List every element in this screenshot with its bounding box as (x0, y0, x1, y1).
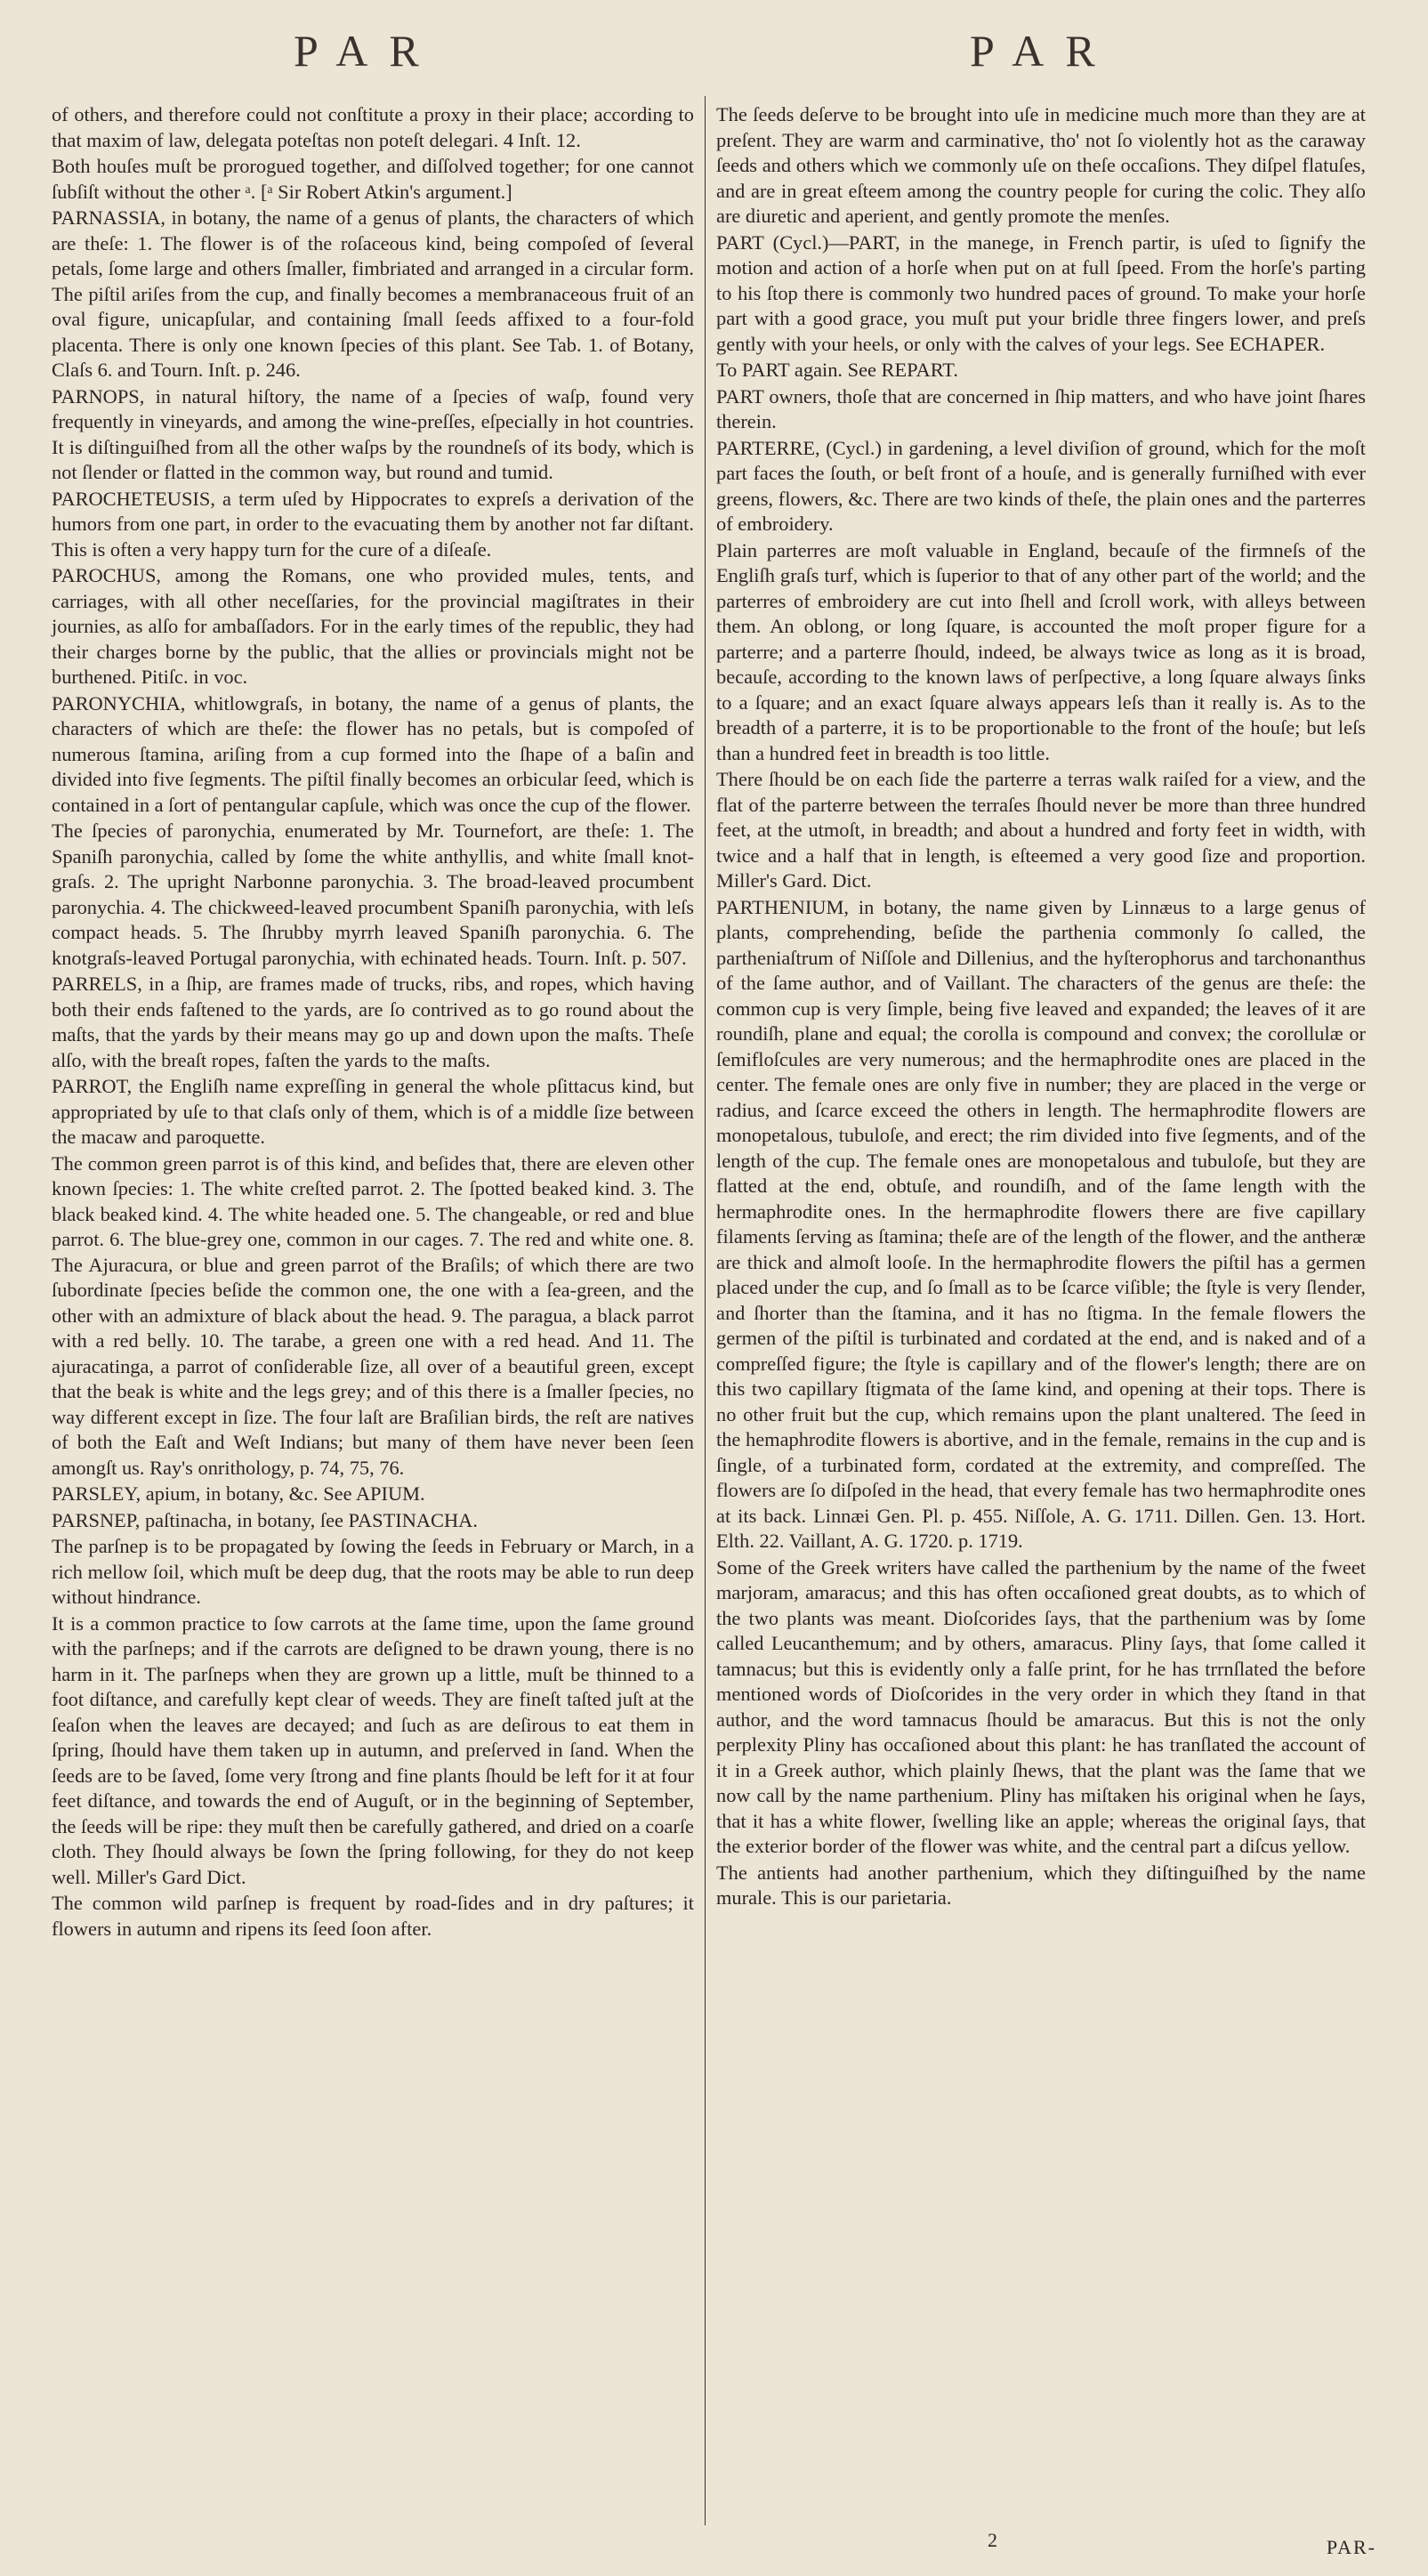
paragraph: of others, and therefore could not conſtitute a proxy in their place; according to that maxim of law, delegata poteſtas non poteſt delegari. 4 Inſt. 12. (52, 103, 694, 151)
entry-part-owners: PART owners, thoſe that are concerned in ſhip matters, and who have joint ſhares therein. (716, 384, 1366, 432)
entry-parrels: PARRELS, in a ſhip, are frames made of trucks, ribs, and ropes, which having both their ends faſtened to the yards, are ſo contrived as to go round about the maſts, that the yards by their means may go up and down upon the maſts. Theſe alſo, with the breaſt ropes, faſten the yards to the maſts. (52, 973, 694, 1071)
entry-parsnep: PARSNEP, paſtinacha, in botany, ſee PASTINACHA. (52, 1508, 478, 1531)
entry-parrot: PARROT, the Engliſh name expreſſing in general the whole pſittacus kind, but appropriated by uſe to that claſs only of them, which is of a middle ſize between the macaw and paroquette. (52, 1075, 694, 1148)
paragraph: The common wild parſnep is frequent by road-ſides and in dry paſtures; it flowers in autumn and ripens its ſeed ſoon after. (52, 1892, 694, 1940)
page-number: 2 (988, 2529, 997, 2551)
paragraph: Plain parterres are moſt valuable in England, becauſe of the firmneſs of the Engliſh graſs turf, which is ſuperior to that of any other part of the world; and the parterres of embroidery are cut into ſhell and ſcroll work, with alleys between them. An oblong, or long ſquare, is accounted the moſt proper figure for a parterre; and a parterre ſhould, indeed, be always twice as long as it is broad, becauſe, according to the known laws of perſpective, a long ſquare always ſinks to a ſquare; and an exact ſquare always appears leſs than it really is. As to the breadth of a parterre, it is to be proportionable to the front of the houſe; but leſs than a hundred feet in breadth is too little. (716, 538, 1366, 764)
paragraph: The antients had another parthenium, which they diſtinguiſhed by the name murale. This is our parietaria. (716, 1861, 1366, 1909)
right-column (716, 102, 1366, 1911)
paragraph: The ſpecies of paronychia, enumerated by Mr. Tournefort, are theſe: 1. The Spaniſh paronychia, called by ſome the white anthyllis, and white ſmall knot-graſs. 2. The upright Narbonne paronychia. 3. The broad-leaved procumbent paronychia. 4. The chickweed-leaved procumbent Spaniſh paronychia, with leſs compact heads. 5. The ſhrubby myrrh leaved Spaniſh paronychia. 6. The knotgraſs-leaved Portugal paronychia, with echinated heads. Tourn. Inſt. p. 507. (52, 820, 694, 969)
paragraph: Some of the Greek writers have called the parthenium by the name of the fweet marjoram, amaracus; and this has often occaſioned great doubts, as to which of the two plants was meant. Dioſcorides ſays, that the parthenium was by ſome called Leucanthemum; and by others, amaracus. Pliny ſays, that ſome called it tamnacus; but this is evidently only a falſe print, for he has trrnſlated the before mentioned words of Dioſcorides in the very order in which they ſtand in that author, and the word tamnacus ſhould be amaracus. But this is not the only perplexity Pliny has occaſioned about this plant: he has tranſlated the account of it in a Greek author, which plainly ſhews, that the plant was the ſame that we now call by the name parthenium. Pliny has miſtaken his original when he ſays, that it has a white flower, ſwelling like an apple; whereas the original ſays, that the exterior border of the flower was white, and the central part a diſcus yellow. (716, 1555, 1366, 1857)
entry-parterre: PARTERRE, (Cycl.) in gardening, a level diviſion of ground, which for the moſt part faces the ſouth, or beſt front of a houſe, and is generally furniſhed with ever greens, flowers, &c. There are two kinds of theſe, the plain ones and the parterres of embroidery. (716, 436, 1366, 535)
entry-parsley: PARSLEY, apium, in botany, &c. See APIUM. (52, 1482, 425, 1505)
entry-to-part-again: To PART again. See REPART. (716, 359, 958, 381)
catchword: PAR- (1326, 2536, 1376, 2558)
paragraph: There ſhould be on each ſide the parterre a terras walk raiſed for a view, and the flat of the parterre between the terraſes ſhould never be more than three hundred feet, at the utmoſt, in breadth; and about a hundred and forty feet in width, with twice and a half that in length, is eſteemed a very good ſize and proportion. Miller's Gard. Dict. (716, 768, 1366, 892)
paragraph: It is a common practice to ſow carrots at the ſame time, upon the ſame ground with the parſneps; and if the carrots are deſigned to be drawn young, there is no harm in it. The parſneps when they are grown up a little, muſt be thinned to a foot diſtance, and carefully kept clear of weeds. They are fineſt taſted juſt at the ſeaſon when the leaves are decayed; and ſuch as are deſirous to eat them in ſpring, ſhould have them taken up in autumn, and preſerved in ſand. When the ſeeds are to be ſaved, ſome very ſtrong and fine plants ſhould be left for it at four feet diſtance, and towards the end of Auguſt, or in the beginning of September, the ſeeds will be ripe: they muſt then be carefully gathered, and dried on a coarſe cloth. They ſhould always be ſown the ſpring following, for they do not keep well. Miller's Gard Dict. (52, 1611, 694, 1888)
paragraph: The ſeeds deſerve to be brought into uſe in medicine much more than they are at preſent. They are warm and carminative, tho' not ſo violently hot as the caraway ſeeds and others which we commonly uſe on theſe occaſions. They diſpel flatuſes, and are in great eſteem among the country people for curing the colic. They alſo are diuretic and aperient, and gently promote the menſes. (716, 103, 1366, 227)
paragraph: The common green parrot is of this kind, and beſides that, there are eleven other known ſpecies: 1. The white creſted parrot. 2. The ſpotted beaked kind. 3. The black beaked kind. 4. The white headed one. 5. The changeable, or red and blue parrot. 6. The blue-grey one, common in our cages. 7. The red and white one. 8. The Ajuracura, or blue and green parrot of the Braſils; of which there are two ſubordinate ſpecies beſide the common one, the one with a ſea-green, and the other with an admixture of black about the head. 9. The paragua, a black parrot with a red belly. 10. The tarabe, a green one with a red head. And 11. The ajuracatinga, a parrot of conſiderable ſize, all over of a beautiful green, except that the beak is white and the legs grey; and of this there is a ſmaller ſpecies, no way different except in ſize. The four laſt are Braſilian birds, the reſt are natives of both the Eaſt and Weſt Indians; but many of them have never been ſeen amongſt us. Ray's onrithology, p. 74, 75, 76. (52, 1151, 694, 1479)
entry-parocheteusis: PAROCHETEUSIS, a term uſed by Hippocrates to expreſs a derivation of the humors from one part, in order to the evacuating them by another not far diſtant. This is often a very happy turn for the cure of a diſeaſe. (52, 487, 694, 561)
left-column (52, 102, 694, 1942)
running-head-right: PAR (970, 26, 1117, 76)
entry-parnops: PARNOPS, in natural hiſtory, the name of a ſpecies of waſp, found very frequently in vineyards, and among the wine-preſſes, eſpecially in hot countries. It is diſtinguiſhed from all the other waſps by the roundneſs of its body, which is not ſlender or flatted in the common way, but round and tumid. (52, 384, 694, 483)
entry-parochus: PAROCHUS, among the Romans, one who provided mules, tents, and carriages, with all other neceſſaries, for the provincial magiſtrates in their journies, as alſo for ambaſſadors. For in the early times of the republic, they had their charges borne by the public, that the allies or provincials might not be burthened. Pitiſc. in voc. (52, 564, 694, 688)
running-head-left: PAR (294, 26, 440, 76)
entry-paronychia: PARONYCHIA, whitlowgraſs, in botany, the name of a genus of plants, the characters of which are theſe: the flower has no petals, but is compoſed of numerous ſtamina, ariſing from a cup formed into the ſhape of a baſin and divided into five ſegments. The piſtil finally becomes an orbicular ſeed, which is contained in a ſort of pentangular capſule, which was once the cup of the flower. (52, 691, 694, 816)
paragraph: Both houſes muſt be prorogued together, and diſſolved together; for one cannot ſubſiſt without the other ᵃ. [ᵃ Sir Robert Atkin's argument.] (52, 155, 694, 203)
entry-parnassia: PARNASSIA, in botany, the name of a genus of plants, the characters of which are theſe: 1. The flower is of the roſaceous kind, being compoſed of ſeveral petals, ſome large and others ſmaller, fimbriated and arranged in a circular form. The piſtil ariſes from the cup, and finally becomes a membranaceous fruit of an oval figure, unicapſular, and containing ſmall ſeeds affixed to a four-fold placenta. There is only one known ſpecies of this plant. See Tab. 1. of Botany, Claſs 6. and Tourn. Inſt. p. 246. (52, 206, 694, 381)
column-rule (705, 96, 706, 2525)
paragraph: The parſnep is to be propagated by ſowing the ſeeds in February or March, in a rich mellow ſoil, which muſt be deep dug, that the roots may be able to run deep without hindrance. (52, 1535, 694, 1608)
entry-parthenium: PARTHENIUM, in botany, the name given by Linnæus to a large genus of plants, comprehending, beſide the parthenia commonly ſo called, the partheniaſtrum of Niſſole and Dillenius, and the hyſterophorus and tarchonanthus of the ſame author, and of Vaillant. The characters of the genus are theſe: the common cup is very ſimple, being five leaved and expanded; the leaves of it are roundiſh, plane and equal; the corolla is compound and convex; the corollulæ or ſemifloſcules are very numerous; and the hermaphrodite ones are placed in the center. The female ones are only five in number; they are placed in the verge or radius, and ſcarce exceed the others in length. The hermaphrodite flowers are monopetalous, tubuloſe, and erect; the rim divided into five ſegments, and of the length of the cup. The female ones are monopetalous and tubuloſe, but they are flatted at the end, obtuſe, and roundiſh, and of the ſame length with the hermaphrodite ones. In the hermaphrodite flowers there are five capillary filaments ſerving as ſtamina; theſe are of the length of the flower, and the antheræ are thick and almoſt looſe. In the hermaphrodite flowers the piſtil has a germen placed under the cup, and ſo ſmall as to be ſcarce viſible; the ſtyle is very ſlender, and ſhorter than the ſtamina, and it has no ſtigma. In the female flowers the germen of the piſtil is turbinated and cordated at the end, and is naked and of a compreſſed figure; the ſtyle is capillary and of the flower's length; there are on this two capillary ſtigmata of the ſame kind, and opening at their tops. There is no other fruit but the cup, which remains upon the plant unaltered. The ſeed in the hemaphrodite flowers is abortive, and in the female, remains in the cup and is ſingle, of a turbinated form, cordated at the extremity, and compreſſed. The flowers are ſo diſpoſed in the head, that every female has two hermaphrodite ones at its back. Linnæi Gen. Pl. p. 455. Niſſole, A. G. 1711. Dillen. Gen. 13. Hort. Elth. 22. Vaillant, A. G. 1720. p. 1719. (716, 895, 1366, 1552)
entry-part: PART (Cycl.)—PART, in the manege, in French partir, is uſed to ſignify the motion and action of a horſe when put on at full ſpeed. From the horſe's parting to his ſtop there is commonly two hundred paces of ground. To make your horſe part with a good grace, you muſt put your bridle three fingers lower, and preſs gently with your heels, or only with the calves of your legs. See ECHAPER. (716, 230, 1366, 355)
